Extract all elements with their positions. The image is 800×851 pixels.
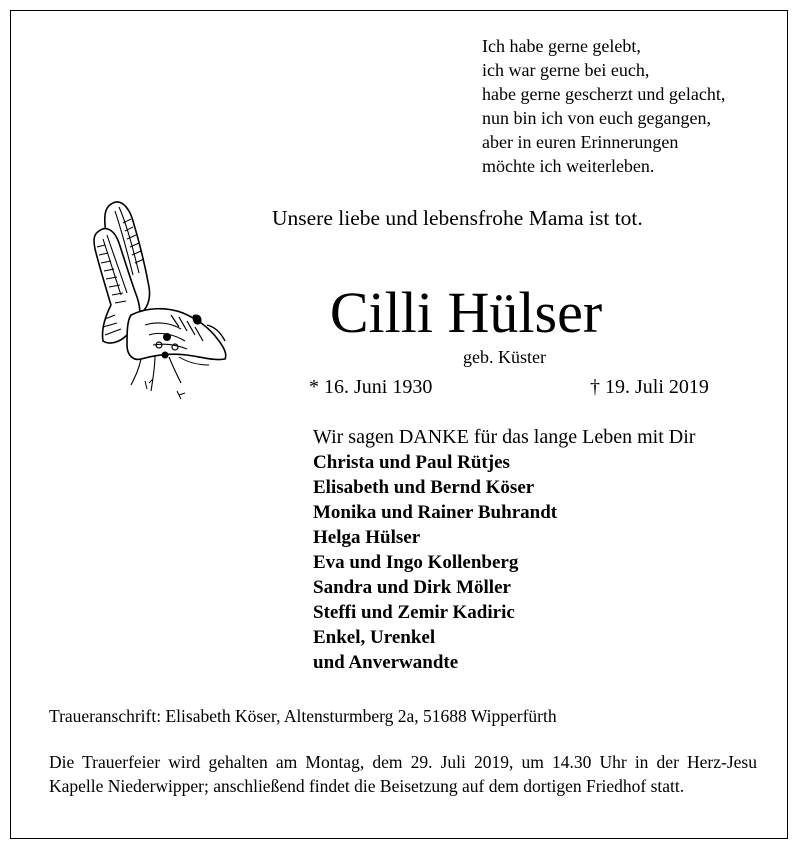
mourners-list (313, 450, 557, 675)
mourner: Steffi und Zemir Kadiric (313, 602, 515, 623)
mourner: Elisabeth und Bernd Köser (313, 477, 535, 498)
mourner: Christa und Paul Rütjes (313, 452, 510, 473)
mourner: Monika und Rainer Buhrandt (313, 502, 558, 523)
mourner: Helga Hülser (313, 527, 421, 548)
intro-sentence: Unsere liebe und lebensfrohe Mama ist tot. (272, 206, 643, 230)
mourner: Sandra und Dirk Möller (313, 577, 511, 598)
death-date: † 19. Juli 2019 (590, 376, 709, 398)
mourner: Enkel, Urenkel (313, 627, 436, 648)
funeral-service-notice: Die Trauerfeier wird gehalten am Montag, dem 29. Juli 2019, um 14.30 Uhr in der Herz-Jesu Kapelle Niederwipper; anschließend findet die Beisetzung auf dem dortigen Friedhof statt. (49, 752, 757, 796)
poem-line: Ich habe gerne gelebt, (482, 36, 641, 56)
poem-line: habe gerne gescherzt und gelacht, (482, 84, 726, 104)
thanks-line: Wir sagen DANKE für das lange Leben mit Dir (313, 426, 696, 448)
mourner: und Anverwandte (313, 652, 459, 673)
poem-line: möchte ich weiterleben. (482, 156, 655, 176)
poem (482, 34, 725, 178)
mourning-address: Traueranschrift: Elisabeth Köser, Altensturmberg 2a, 51688 Wipperfürth (49, 706, 557, 726)
mourner: Eva und Ingo Kollenberg (313, 552, 519, 573)
birth-date: * 16. Juni 1930 (309, 376, 433, 398)
poem-line: aber in euren Erinnerungen (482, 132, 679, 152)
birth-name: geb. Küster (463, 347, 546, 367)
deceased-name: Cilli Hülser (329, 280, 603, 345)
poem-line: ich war gerne bei euch, (482, 60, 650, 80)
poem-line: nun bin ich von euch gegangen, (482, 108, 711, 128)
